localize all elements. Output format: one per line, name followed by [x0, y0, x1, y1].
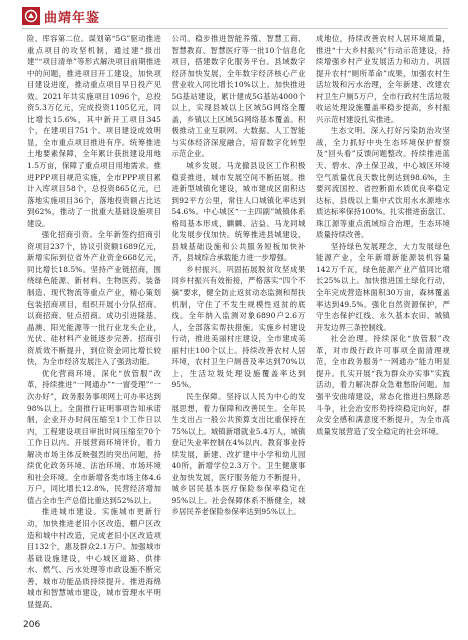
- paragraph: 公司。稳步推进智能养殖、智慧工商、智慧教育、智慧医疗等一批10个信息化项目，搭建数字化服务平台。县域数字经济加快发展，全年数字经济核心产业营业收入同比增长10%以上。加快推进5G基站建设，累计建成5G基站4000个以上，实现县城以上区域5G网络全覆盖，乡镇以上区域5G网络基本覆盖。积极推动工业互联网、大数据、人工智能与实体经济深度融合，培育数字化转型示范企业。: [171, 34, 306, 159]
- paragraph: 生态文明。深入打好污染防治攻坚战，全力抓好中央生态环境保护督察及“回头看”反馈问题整改。持续推进蓝天、碧水、净土保卫战，中心城区环境空气质量优良天数比例达到98.6%，主要河流国控、省控断面水质优良率稳定达标，县级以上集中式饮用水水源地水质达标率保持100%。扎实推进南盘江、珠江源等重点流域综合治理，生态环境质量持续改善。: [316, 126, 450, 240]
- header-divider: [22, 28, 448, 29]
- paragraph: 险、库容第二位。谋划第“5G”驱动推进重点项目的攻坚机制，通过建“报出建”“项目清单”等形式解决项目前期推进中的问题，推进项目开工建设，加快项目建设进度，推动重点项目早日投产见效。2021年共实施项目1096个，总投资5.3万亿元，完成投资1105亿元，同比增长15.6%，其中新开工项目345个，在建项目751个。项目建设成效明显，全市重点项目推进有序。统筹推进土地要素保障，全年累计获批建设用地1.5万亩，保障了重点项目用地需求。推进PPP项目规范实施，全市PPP项目累计入库项目58个，总投资865亿元，已落地实施项目36个，落地投资额占比达到62%，推动了一批重大基础设施项目建设。: [27, 34, 161, 228]
- paragraph: 强化招商引资。全年新签约招商引资项目237个，协议引资额1689亿元，新增实际到位省外产业资金668亿元，同比增长18.5%。坚持产业链招商，围绕绿色能源、新材料、生物医药、装备制造、现代物流等重点产业，精心策划包装招商项目，组织开展小分队招商、以商招商、驻点招商。成功引进隆基、晶澳、阳光能源等一批行业龙头企业，光伏、硅材料产业链逐步完善。招商引资质效不断提升，到位资金同比增长较快，为全市经济发展注入了强劲动能。: [27, 230, 161, 367]
- paragraph: 推进城市建设。实施城市更新行动，加快推进老旧小区改造、棚户区改造和城中村改造，完成老旧小区改造项目132个，惠及群众2.1万户。加强城市基础设施建设，中心城区道路、供排水、燃气、污水处理等市政设施不断完善，城市功能品质持续提升。推进海绵城市和智慧城市建设，城市管理水平明显提高。: [27, 507, 161, 609]
- paragraph: 坚持绿色发展理念，大力发展绿色能源产业，全年新增新能源装机容量142万千瓦，绿色能源产业产值同比增长25%以上。加快推进国土绿化行动，全年完成营造林面积30万亩，森林覆盖率达到49.5%。强化自然资源保护，严守生态保护红线、永久基本农田、城镇开发边界三条控制线。: [316, 241, 450, 332]
- text-column-1: [27, 33, 161, 611]
- running-header: [22, 6, 100, 26]
- yearbook-title: 曲靖年鉴: [44, 10, 101, 26]
- paragraph: 社会治理。持续深化“放管服”改革，对市级行政许可事项全面清理规范，全市政务服务“一网通办”能力明显提升。扎实开展“我为群众办实事”实践活动，着力解决群众急难愁盼问题。加强平安曲靖建设，常态化推进扫黑除恶斗争，社会治安形势持续稳定向好，群众安全感和满意度不断提升，为全市高质量发展营造了安全稳定的社会环境。: [316, 334, 450, 436]
- paragraph: 城乡发展。马龙撤县设区工作积极稳妥推进，城市发展空间不断拓展。推进新型城镇化建设，城市建成区面积达到92平方公里，常住人口城镇化率达到54.6%。中心城区“一主四副”城镇体系格局基本形成，麒麟、沾益、马龙同城化发展步伐加快。统筹推进县城建设，县城基础设施和公共服务短板加快补齐，县城综合承载能力进一步增强。: [171, 161, 306, 263]
- text-column-3: [316, 33, 450, 611]
- paragraph: 乡村振兴。巩固拓展脱贫攻坚成果同乡村振兴有效衔接，严格落实“四个不摘”要求，健全防止返贫动态监测和帮扶机制，守住了不发生规模性返贫的底线。全年纳入监测对象6890户2.6万人，全部落实帮扶措施。实施乡村建设行动，推进美丽村庄建设，全市建成美丽村庄100个以上。持续改善农村人居环境，农村卫生户厕普及率达到70%以上，生活垃圾处理设施覆盖率达到95%。: [171, 264, 306, 390]
- paragraph: 优化营商环境。深化“放管服”改革，持续推进“一网通办”“一窗受理”“一次办好”，政务服务事项网上可办率达到98%以上。全面推行证明事项告知承诺制，企业开办时间压缩至1个工作日以内，工程建设项目审批时间压缩至70个工作日以内。开展营商环境评价，着力解决市场主体反映强烈的突出问题，持续优化政务环境、法治环境、市场环境和社会环境。全市新增各类市场主体4.6万户，同比增长12.8%，民营经济增加值占全市生产总值比重达到52%以上。: [27, 368, 161, 505]
- text-column-2: [172, 33, 306, 611]
- article-body: [27, 33, 450, 611]
- paragraph: 成地位，持续改善农村人居环境质量，推进“十大乡村振兴”行动示范建设，持续增强乡村产业发展活力和动力。巩固提升农村“厕所革命”成果，加强农村生活垃圾和污水治理，全年新建、改建农村卫生户厕5万户，全市行政村生活垃圾收运处理设施覆盖率稳步提高，乡村振兴示范村建设扎实推进。: [316, 34, 450, 124]
- page-number: 206: [23, 620, 41, 630]
- yearbook-logo-icon: [22, 7, 40, 25]
- paragraph: 民生保障。坚持以人民为中心的发展思想，着力保障和改善民生。全年民生支出占一般公共预算支出比重保持在75%以上。城镇新增就业5.4万人，城镇登记失业率控制在4%以内。教育事业持续发展，新建、改扩建中小学和幼儿园40所，新增学位2.3万个。卫生健康事业加快发展，医疗服务能力不断提升，城乡居民基本医疗保险参保率稳定在95%以上。社会保障体系不断健全，城乡居民养老保险参保率达到95%以上。: [171, 391, 306, 517]
